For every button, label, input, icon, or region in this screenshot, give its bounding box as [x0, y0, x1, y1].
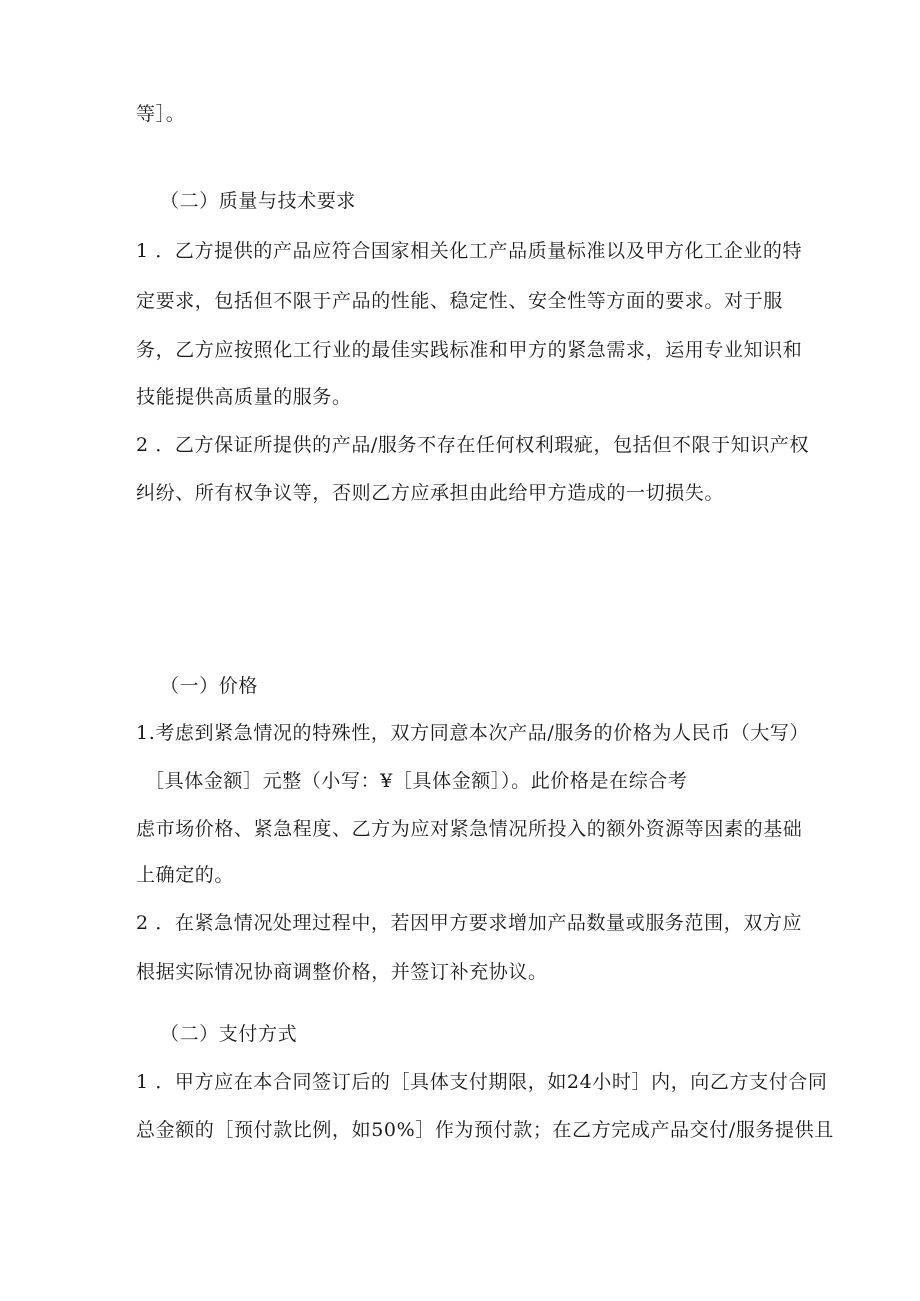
text-line: 纠纷、所有权争议等，否则乙方应承担由此给甲方造成的一切损失。 [136, 482, 725, 504]
text-line: 1 ．甲方应在本合同签订后的［具体支付期限，如24小时］内，向乙方支付合同 [136, 1071, 828, 1093]
text-line: 技能提供高质量的服务。 [136, 386, 352, 408]
text-line: 1.考虑到紧急情况的特殊性，双方同意本次产品/服务的价格为人民币（大写） [136, 722, 810, 744]
text-line: 上确定的。 [136, 864, 235, 886]
text-line: 总金额的［预付款比例，如50%］作为预付款；在乙方完成产品交付/服务提供且 [136, 1119, 834, 1141]
section-heading: （二）支付方式 [160, 1023, 298, 1045]
text-line: 2 ．在紧急情况处理过程中，若因甲方要求增加产品数量或服务范围，双方应 [136, 912, 803, 934]
section-heading: （一）价格 [160, 675, 259, 697]
text-line: ［具体金额］元整（小写：¥［具体金额］）。此价格是在综合考 [145, 770, 688, 792]
text-line: 1 ．乙方提供的产品应符合国家相关化工产品质量标准以及甲方化工企业的特 [136, 240, 803, 262]
text-line: 虑市场价格、紧急程度、乙方为应对紧急情况所投入的额外资源等因素的基础 [136, 818, 803, 840]
text-line: 务，乙方应按照化工行业的最佳实践标准和甲方的紧急需求，运用专业知识和 [136, 339, 803, 361]
text-line: 2 ．乙方保证所提供的产品/服务不存在任何权利瑕疵，包括但不限于知识产权 [136, 434, 810, 456]
section-heading: （二）质量与技术要求 [160, 190, 357, 212]
text-line: 根据实际情况协商调整价格，并签订补充协议。 [136, 961, 548, 983]
text-line: 等］。 [136, 103, 186, 125]
text-line: 定要求，包括但不限于产品的性能、稳定性、安全性等方面的要求。对于服 [136, 290, 783, 312]
